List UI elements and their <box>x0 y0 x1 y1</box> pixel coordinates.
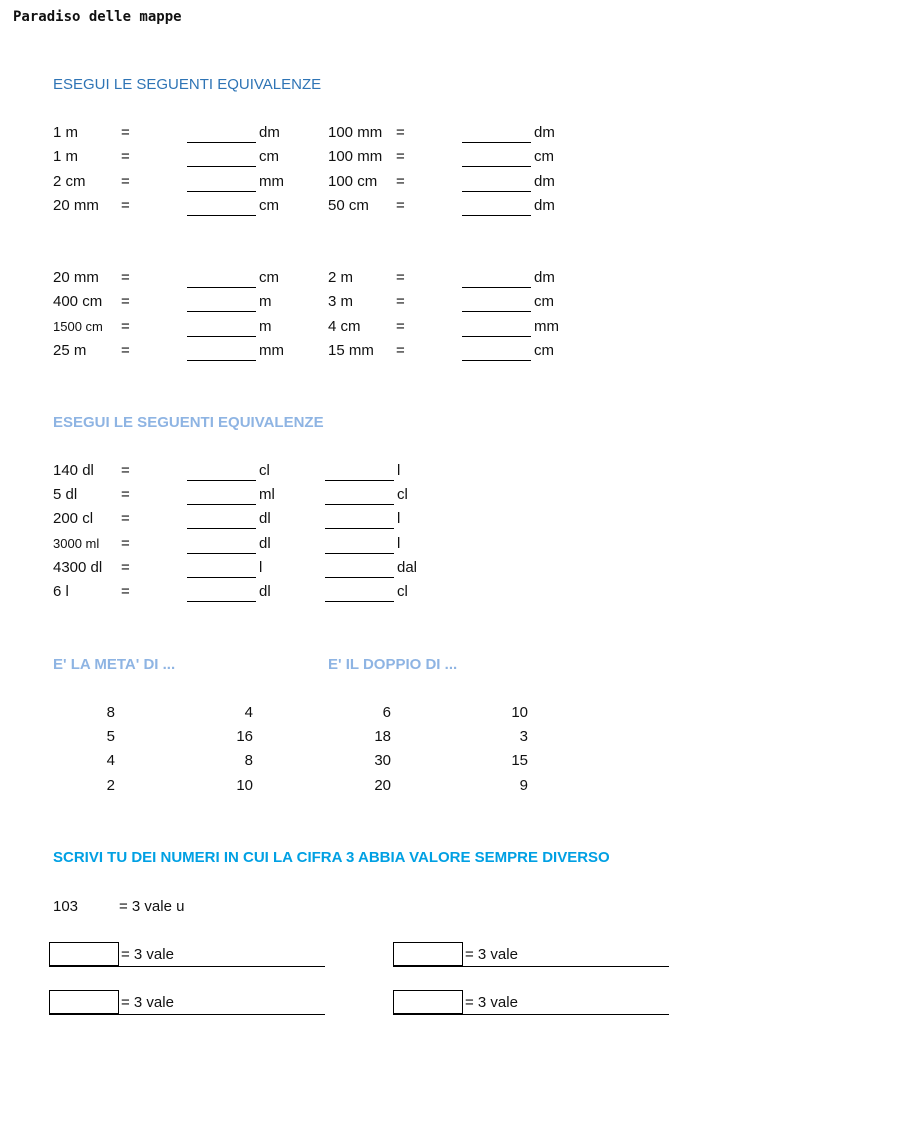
unit-label: dl <box>259 510 271 528</box>
quantity-label: 140 dl <box>53 462 94 479</box>
unit-label: l <box>397 462 401 479</box>
quantity-label: 3000 ml <box>53 535 100 551</box>
number-cell: 8 <box>244 752 253 770</box>
answer-box-1[interactable] <box>49 942 119 966</box>
answer-blank[interactable] <box>187 346 256 361</box>
answer-blank[interactable] <box>462 297 531 312</box>
unit-label: l <box>397 510 401 528</box>
answer-blank[interactable] <box>187 587 256 602</box>
unit-label: mm <box>259 341 284 359</box>
answer-blank[interactable] <box>187 297 256 312</box>
answer-line-4[interactable] <box>393 1013 669 1015</box>
answer-box-3[interactable] <box>49 990 119 1014</box>
equals-sign: = <box>396 317 405 335</box>
quantity-label: 20 mm <box>53 269 99 286</box>
equals-sign: = <box>396 341 405 359</box>
quantity-label: 100 cm <box>328 172 378 190</box>
answer-blank[interactable] <box>462 322 531 337</box>
brand-title: Paradiso delle mappe <box>13 9 182 25</box>
answer-blank[interactable] <box>325 587 394 602</box>
equals-sign: = <box>121 510 130 528</box>
answer-blank[interactable] <box>187 490 256 505</box>
unit-label: dm <box>534 196 555 214</box>
answer-line-1[interactable] <box>49 965 325 967</box>
unit-label: cm <box>259 196 279 214</box>
equals-sign: = <box>121 317 130 335</box>
equals-sign: = <box>121 124 130 141</box>
unit-label: dl <box>259 583 271 600</box>
unit-label: cm <box>534 148 554 166</box>
answer-box-4[interactable] <box>393 990 463 1014</box>
answer-blank[interactable] <box>325 539 394 554</box>
quantity-label: 4300 dl <box>53 558 103 576</box>
quantity-label: 100 mm <box>328 124 383 141</box>
equals-sign: = <box>396 124 405 141</box>
quantity-label: 6 l <box>53 583 69 600</box>
answer-line-2[interactable] <box>393 965 669 967</box>
equals-sign: = <box>396 172 405 190</box>
quantity-label: 25 m <box>53 341 87 359</box>
answer-blank[interactable] <box>325 563 394 578</box>
answer-blank[interactable] <box>325 466 394 481</box>
quantity-label: 400 cm <box>53 293 103 311</box>
answer-blank[interactable] <box>187 177 256 192</box>
equals-sign: = <box>121 196 130 214</box>
answer-blank[interactable] <box>187 514 256 529</box>
number-cell: 30 <box>374 752 391 770</box>
vale-label-3: = 3 vale <box>121 994 174 1011</box>
number-cell: 10 <box>511 704 528 721</box>
answer-blank[interactable] <box>462 152 531 167</box>
number-cell: 3 <box>519 728 528 746</box>
number-cell: 5 <box>106 728 115 746</box>
section-4-title: SCRIVI TU DEI NUMERI IN CUI LA CIFRA 3 ABBIA VALORE SEMPRE DIVERSO <box>53 849 610 866</box>
number-cell: 15 <box>511 752 528 770</box>
number-cell: 9 <box>519 776 528 794</box>
answer-blank[interactable] <box>187 201 256 216</box>
unit-label: l <box>259 558 263 576</box>
number-cell: 2 <box>106 776 115 794</box>
equals-sign: = <box>121 534 130 552</box>
unit-label: dm <box>534 124 555 141</box>
unit-label: m <box>259 317 272 335</box>
quantity-label: 15 mm <box>328 341 374 359</box>
quantity-label: 1 m <box>53 148 79 166</box>
double-title: E' IL DOPPIO DI ... <box>328 656 458 673</box>
unit-label: dm <box>534 269 555 286</box>
equals-sign: = <box>121 269 130 286</box>
number-cell: 20 <box>374 776 391 794</box>
answer-blank[interactable] <box>325 514 394 529</box>
answer-blank[interactable] <box>462 201 531 216</box>
unit-label: m <box>259 293 272 311</box>
answer-blank[interactable] <box>187 322 256 337</box>
quantity-label: 2 m <box>328 269 354 286</box>
unit-label: mm <box>259 172 284 190</box>
vale-label-2: = 3 vale <box>465 946 518 963</box>
section-1-title: ESEGUI LE SEGUENTI EQUIVALENZE <box>53 76 322 93</box>
equals-sign: = <box>121 558 130 576</box>
answer-blank[interactable] <box>187 539 256 554</box>
quantity-label: 2 cm <box>53 172 86 190</box>
unit-label: dal <box>397 558 418 576</box>
number-cell: 8 <box>106 704 115 721</box>
half-title: E' LA META' DI ... <box>53 656 176 673</box>
answer-blank[interactable] <box>187 273 256 288</box>
example-text: = 3 vale u <box>119 898 185 915</box>
unit-label: cl <box>397 486 408 504</box>
equals-sign: = <box>121 172 130 190</box>
quantity-label: 1 m <box>53 124 79 141</box>
unit-label: dm <box>259 124 280 141</box>
unit-label: cm <box>259 269 279 286</box>
quantity-label: 4 cm <box>328 317 361 335</box>
equals-sign: = <box>121 293 130 311</box>
unit-label: ml <box>259 486 275 504</box>
answer-blank[interactable] <box>462 128 531 143</box>
unit-label: dl <box>259 534 271 552</box>
unit-label: mm <box>534 317 559 335</box>
example-number: 103 <box>53 898 79 915</box>
section-2-title: ESEGUI LE SEGUENTI EQUIVALENZE <box>53 414 324 431</box>
quantity-label: 1500 cm <box>53 318 103 334</box>
answer-line-3[interactable] <box>49 1013 325 1015</box>
equals-sign: = <box>396 293 405 311</box>
quantity-label: 200 cl <box>53 510 94 528</box>
unit-label: cm <box>534 341 554 359</box>
answer-blank[interactable] <box>187 152 256 167</box>
equals-sign: = <box>396 269 405 286</box>
number-cell: 6 <box>382 704 391 721</box>
answer-blank[interactable] <box>462 346 531 361</box>
vale-label-4: = 3 vale <box>465 994 518 1011</box>
unit-label: cl <box>397 583 408 600</box>
answer-blank[interactable] <box>187 128 256 143</box>
equals-sign: = <box>396 196 405 214</box>
unit-label: cl <box>259 462 270 479</box>
number-cell: 10 <box>236 776 253 794</box>
equals-sign: = <box>121 486 130 504</box>
unit-label: dm <box>534 172 555 190</box>
equals-sign: = <box>121 462 130 479</box>
quantity-label: 50 cm <box>328 196 369 214</box>
answer-blank[interactable] <box>462 273 531 288</box>
unit-label: cm <box>259 148 279 166</box>
unit-label: cm <box>534 293 554 311</box>
quantity-label: 3 m <box>328 293 354 311</box>
equals-sign: = <box>121 583 130 600</box>
quantity-label: 100 mm <box>328 148 383 166</box>
number-cell: 4 <box>244 704 253 721</box>
equals-sign: = <box>121 341 130 359</box>
number-cell: 18 <box>374 728 391 746</box>
equals-sign: = <box>396 148 405 166</box>
number-cell: 16 <box>236 728 253 746</box>
number-cell: 4 <box>106 752 115 770</box>
quantity-label: 20 mm <box>53 196 99 214</box>
answer-blank[interactable] <box>325 490 394 505</box>
vale-label-1: = 3 vale <box>121 946 174 963</box>
answer-box-2[interactable] <box>393 942 463 966</box>
answer-blank[interactable] <box>187 563 256 578</box>
unit-label: l <box>397 534 401 552</box>
answer-blank[interactable] <box>462 177 531 192</box>
equals-sign: = <box>121 148 130 166</box>
answer-blank[interactable] <box>187 466 256 481</box>
quantity-label: 5 dl <box>53 486 78 504</box>
